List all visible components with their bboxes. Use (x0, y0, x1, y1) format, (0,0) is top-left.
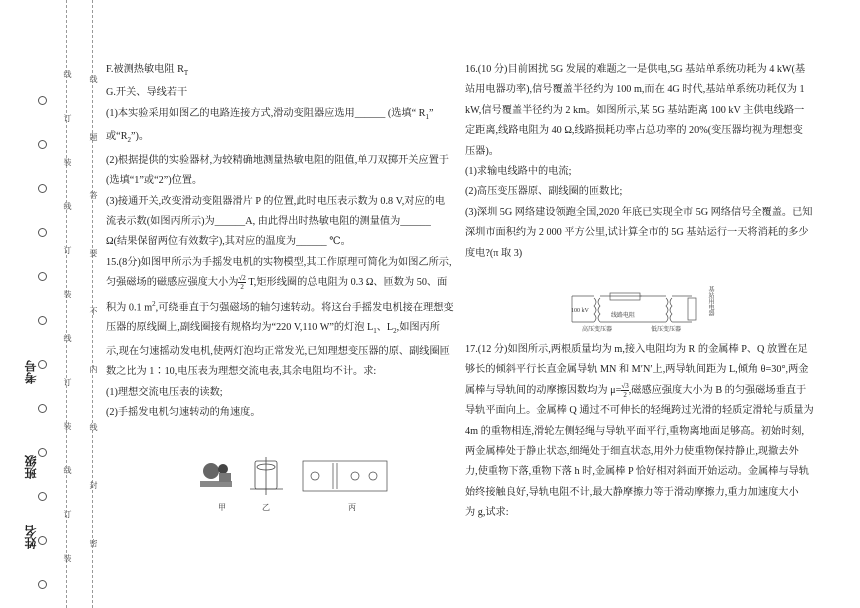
text-line: 16.(10 分)目前困扰 5G 发展的难题之一是供电,5G 基站单系统功耗为 4 kW(基 (465, 64, 806, 75)
binding-hole-icon (38, 316, 47, 325)
text-line: 压器)。 (465, 145, 499, 157)
notice-char: 密 (89, 539, 98, 547)
binding-char: 装 (63, 422, 72, 430)
text-line: 流表示数(如图丙所示)为______A, 由此得出时热敏电阻的测量值为______ (106, 215, 431, 227)
line-resistor (610, 293, 640, 300)
figure-label-bing: 丙 (348, 503, 356, 512)
binding-char: 线 (63, 202, 72, 210)
inner-dashed-line (92, 0, 93, 608)
notice-char: 不 (89, 307, 98, 315)
binding-hole-icon (38, 404, 47, 413)
binding-hole-icon (38, 536, 47, 545)
text-line: 两金属棒处于静止状态,细绳处于细直状态,用外力使重物保持静止,现撤去外 (465, 446, 799, 458)
name-label: 姓名 (24, 525, 38, 549)
binding-char: 装 (63, 554, 72, 562)
binding-char: 线 (63, 334, 72, 342)
text-line: (1)本实验采用如图乙的电路连接方式,滑动变阻器应选用______ (选填“ $R_1$” (106, 107, 434, 121)
text-line: G.开关、导线若干 (106, 87, 188, 99)
source-voltage-label: 100 kV (571, 308, 589, 314)
fraction: $\frac{√2}{2}$ (238, 274, 246, 292)
notice-char: 要 (89, 249, 98, 257)
binding-hole-icon (38, 492, 47, 501)
binding-char: 线 (63, 466, 72, 474)
hv-transformer-label: 高压变压器 (582, 327, 613, 333)
line-resistor-label: 线路电阻 (611, 313, 636, 319)
binding-hole-icon (38, 272, 47, 281)
binding-char: 线 (63, 70, 72, 78)
figure-label-jia: 甲 (218, 503, 226, 512)
binding-hole-icon (38, 184, 47, 193)
text-line: 站用电器功率),信号覆盖半径约为 100 m,而在 4G 时代,基站单系统功耗仅为 1 (465, 84, 805, 96)
coil-diagram (250, 457, 283, 495)
text-line: (选填“1”或“2”)位置。 (106, 175, 203, 187)
right-column (465, 60, 813, 264)
text-line: 为 g,试求: (465, 507, 509, 519)
text-line: (3)接通开关,改变滑动变阻器滑片 P 的位置,此时电压表示数为 0.8 V,对应的电 (106, 195, 446, 207)
binding-char: 装 (63, 290, 72, 298)
text-line: (2)手摇发电机匀速转动的角速度。 (106, 407, 261, 419)
text-line: 17.(12 分)如图所示,两根质量均为 m,接入电阻均为 R 的金属棒 P、Q 放置在足 (465, 344, 808, 355)
exam-number-label: 考号 (24, 360, 38, 384)
text-line: kW,信号覆盖半径约为 2 km。如图所示,某 5G 基站距离 100 kV 主供电线路一 (465, 104, 805, 116)
class-label: 班级 (24, 455, 38, 479)
generator-figure (195, 455, 395, 503)
text-line: 导轨平面向上。金属棒 Q 通过不可伸长的轻绳跨过光滑的轻质定滑轮与质量为 (465, 405, 814, 417)
station-label: 基站用电器 (707, 286, 713, 316)
binding-char: 订 (63, 246, 72, 254)
notice-char: 封 (89, 481, 98, 489)
text-line: 够长的倾斜平行长直金属导轨 MN 和 M′N′上,两导轨间距为 L,倾角 θ=30°,两金 (465, 364, 809, 376)
text-line: 4m 的重物相连,滑轮左侧轻绳与导轨平面平行,重物离地面足够高。初始时刻, (465, 425, 805, 437)
notice-char: 线 (89, 75, 98, 83)
binding-char: 订 (63, 114, 72, 122)
figure-label-yi: 乙 (262, 503, 270, 512)
left-column (106, 60, 454, 423)
binding-hole-icon (38, 140, 47, 149)
binding-hole-icon (38, 228, 47, 237)
hand-generator-drawing (200, 463, 232, 487)
text-line: 深圳市面积约为 2 000 平方公里,试计算全市的 5G 基站运行一天将消耗的多少 (465, 227, 809, 239)
transformer-circuit (303, 461, 387, 491)
binding-hole-icon (38, 96, 47, 105)
binding-hole-icon (38, 448, 47, 457)
text-line: 力,使重物下落,重物下落 h 时,金属棒 P 恰好相对斜面开始运动。金属棒与导轨 (465, 466, 810, 478)
text-line: (3)深圳 5G 网络建设领跑全国,2020 年底已实现全市 5G 网络信号全覆盖。已知 (465, 206, 813, 218)
notice-char: 内 (89, 365, 98, 373)
text-line: 数之比为 1∶10,电压表为理想交流电表,其余电阻均不计。求: (106, 366, 377, 378)
text-line: (1)求输电线路中的电流; (465, 166, 572, 178)
text-line: F.被测热敏电阻 $R_T$ (106, 64, 189, 78)
text-line: 积为 0.1 $m^2$,可绕垂直于匀强磁场的轴匀速转动。将这台手摇发电机接在理想变 (106, 299, 454, 313)
text-line: 匀强磁场的磁感应强度大小为 $\frac{√2}{2}$ T,矩形线圈的总电阻为 0.3 Ω、匝数为 50、面 (106, 274, 448, 292)
text-line: Ω(结果保留两位有效数字),其对应的温度为______ ℃。 (106, 236, 351, 248)
binding-char: 装 (63, 158, 72, 166)
text-line: 属棒与导轨间的动摩擦因数均为 μ= $\frac{√3}{2}$ ,磁感应强度大小为 B 的匀强磁场垂直于 (465, 381, 807, 399)
binding-char: 订 (63, 378, 72, 386)
question-17 (465, 340, 814, 524)
lv-transformer-label: 低压变压器 (651, 327, 682, 333)
text-line: (2)高压变压器原、副线圈的匝数比; (465, 186, 623, 198)
notice-char: 答 (89, 191, 98, 199)
station-load (688, 298, 696, 320)
text-line: 15.(8分)如图甲所示为手摇发电机的实物模型,其工作原理可简化为如图乙所示, (106, 256, 452, 268)
text-line: 示,现在匀速摇动发电机,使两灯泡均正常发光,已知理想变压器的原、副线圈匝 (106, 345, 450, 357)
binding-hole-icon (38, 360, 47, 369)
text-line: 或“$R_2$”)。 (106, 131, 150, 145)
notice-char: 线 (89, 423, 98, 431)
text-line: 定距离,线路电阻为 40 Ω,线路损耗功率占总功率的 20%(变压器均视为理想变 (465, 125, 803, 137)
fraction: $\frac{√3}{2}$ (621, 381, 629, 399)
binding-char: 订 (63, 510, 72, 518)
text-line: 始终接触良好,导轨电阻不计,最大静摩擦力等于滑动摩擦力,重力加速度大小 (465, 486, 799, 498)
text-line: 度电?(π 取 3) (465, 247, 523, 259)
text-line: (2)根据提供的实验器材,为较精确地测量热敏电阻的阻值,单刀双掷开关应置于 (106, 154, 449, 166)
text-line: (1)理想交流电压表的读数; (106, 386, 223, 398)
binding-hole-icon (38, 580, 47, 589)
text-line: 压器的原线圈上,副线圈接有规格均为“220 V,110 W”的灯泡 $L_1$、$L_2$,如图丙所 (106, 322, 440, 336)
notice-char: 题 (89, 133, 98, 141)
